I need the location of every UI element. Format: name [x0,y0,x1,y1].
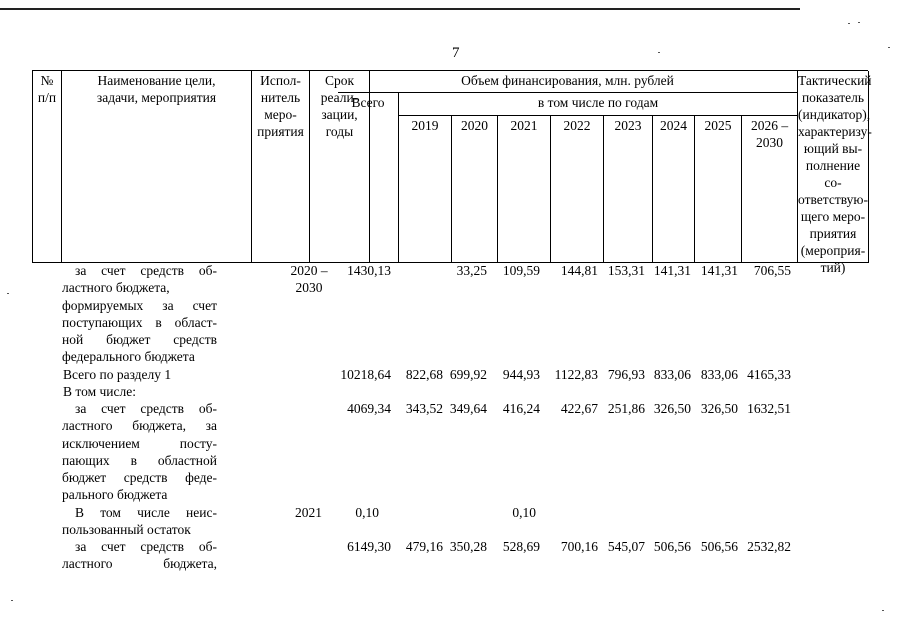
row-total: 6149,30 [347,539,391,554]
value-2024: 833,06 [653,367,691,382]
value-2025: 506,56 [700,539,738,554]
value-2023: 251,86 [607,401,645,416]
desc-line: ной бюджет средств [62,332,217,348]
value-2025: 833,06 [700,367,738,382]
header-funding: Объем финансирования, млн. рублей [338,71,798,93]
value-2019: 479,16 [405,539,443,554]
value-2019: 343,52 [405,401,443,416]
value-2022: 422,67 [560,401,598,416]
desc-line: поступающих в област- [62,314,217,330]
value-2019: 822,68 [405,367,443,382]
desc-line: бюджет средств феде- [62,470,217,486]
header-by-years: в том числе по годам [399,93,798,116]
desc-line: ластного бюджета, [62,556,217,572]
scan-speck [858,22,860,23]
row-term: 2021 [295,505,322,520]
row-description [62,400,217,504]
desc-line: пающих в областной [62,452,217,468]
header-year-2023: 2023 [604,116,653,263]
desc-line: за счет средств об- [75,539,217,554]
value-2024: 506,56 [653,539,691,554]
desc-line: формируемых за счет [62,297,217,313]
row-total: 10218,64 [340,367,391,382]
value-2020: 349,64 [449,401,487,416]
desc-line: исключением посту- [62,435,217,451]
row-description [62,262,217,366]
row-description [62,504,217,539]
value-2021: 528,69 [502,539,540,554]
desc-line: В том числе неис- [75,505,217,520]
value-2024: 141,31 [653,263,691,278]
desc-line: за счет средств об- [75,263,217,278]
scan-edge-line [0,8,800,10]
value-2021: 944,93 [502,367,540,382]
header-year-2020: 2020 [452,116,498,263]
page-number: 7 [452,45,460,61]
value-2022: 144,81 [560,263,598,278]
value-2021: 109,59 [502,263,540,278]
desc-line: за счет средств об- [75,401,217,416]
header-indicator: Тактический показатель (индикатор), характеризу- ющий вы- полнение со- ответствую- щего меро- приятия (мероприя- тий) [798,73,872,275]
scan-speck [848,23,850,24]
value-2023: 153,31 [607,263,645,278]
row-description [62,538,217,573]
value-2020: 699,92 [449,367,487,382]
desc-line: рального бюджета [62,487,168,503]
header-year-2026-2030: 2026 – 2030 [742,116,798,263]
value-2026-2030: 4165,33 [747,367,791,382]
header-year-2021: 2021 [498,116,551,263]
value-2025: 141,31 [700,263,738,278]
value-2020: 33,25 [456,263,487,278]
value-2026-2030: 1632,51 [747,401,791,416]
value-2026-2030: 2532,82 [747,539,791,554]
header-name: Наименование цели, задачи, мероприятия [62,71,252,263]
row-total: 1430,13 [347,263,391,278]
desc-line: ластного бюджета, [62,280,170,296]
scan-speck [658,52,660,53]
row-term: 2020 – 2030 [290,263,328,296]
value-2022: 1122,83 [554,367,598,382]
value-2025: 326,50 [700,401,738,416]
value-2020: 350,28 [449,539,487,554]
scan-speck [882,610,884,611]
header-year-2022: 2022 [551,116,604,263]
value-2023: 796,93 [607,367,645,382]
header-executor: Испол- нитель меро- приятия [252,71,310,263]
value-2026-2030: 706,55 [753,263,791,278]
header-year-2019: 2019 [399,116,452,263]
header-year-2025: 2025 [695,116,742,263]
header-term: Срок реали- зации, годы [310,71,370,263]
value-2024: 326,50 [653,401,691,416]
row-description: Всего по разделу 1 [63,367,172,382]
row-total: 0,10 [355,505,379,520]
scan-speck [11,600,13,601]
header-total: Всего [338,93,399,263]
header-no: № п/п [33,71,62,263]
header-year-2024: 2024 [653,116,695,263]
value-2021: 416,24 [502,401,540,416]
value-2021: 0,10 [512,505,536,520]
scan-speck [888,47,890,48]
value-2023: 545,07 [607,539,645,554]
row-description: В том числе: [63,384,136,399]
row-total: 4069,34 [347,401,391,416]
value-2022: 700,16 [560,539,598,554]
desc-line: федерального бюджета [62,349,195,365]
scan-speck [7,293,9,294]
desc-line: ластного бюджета, за [62,418,217,434]
desc-line: пользованный остаток [62,522,191,538]
